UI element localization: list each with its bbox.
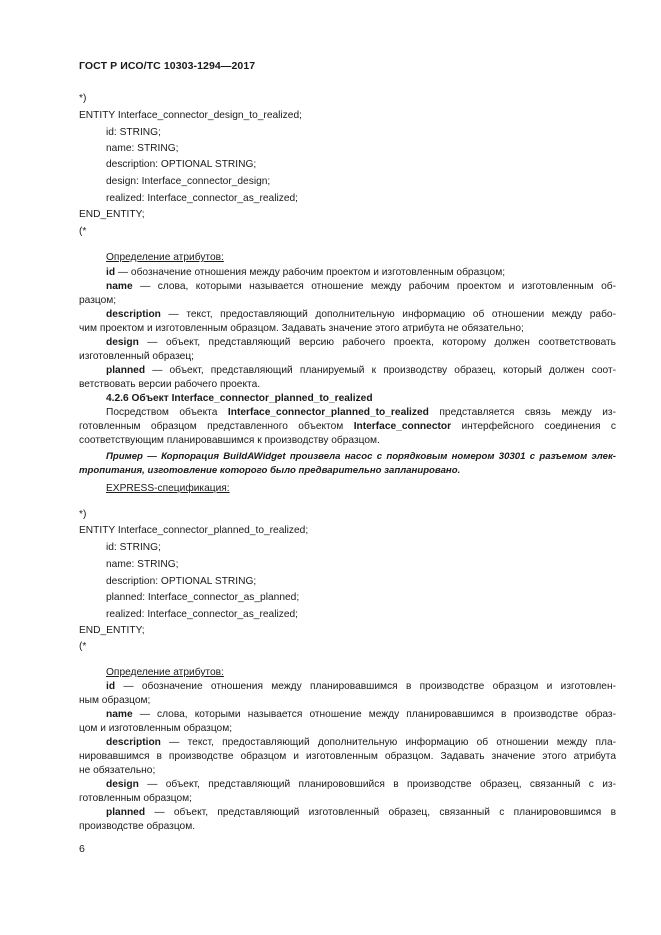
attribute-line: name: STRING; (106, 559, 179, 570)
term: planned (106, 365, 146, 376)
attribute-line: id: STRING; (106, 542, 161, 553)
definitions-heading: Определение атрибутов: (106, 667, 224, 678)
attribute-line: description: OPTIONAL STRING; (106, 159, 257, 170)
term: name (106, 281, 133, 292)
definition-line (106, 308, 616, 321)
definition-text: — объект, представляющий версию рабочего проекта, которому должен соответствовать (138, 337, 616, 348)
attribute-line: description: OPTIONAL STRING; (106, 576, 257, 587)
attribute-line: id: STRING; (106, 127, 161, 138)
definition-line: не обязательно; (79, 765, 156, 776)
term: name (106, 709, 133, 720)
section-heading: 4.2.6 Объект Interface_connector_planned_to_realized (106, 393, 373, 404)
definition-line (106, 364, 616, 377)
paragraph-text: интерфейсного соединения с (451, 421, 616, 432)
definition-line: готовленным образцом; (79, 793, 192, 804)
comment-open: (* (79, 641, 87, 652)
attribute-line: planned: Interface_connector_as_planned; (106, 592, 300, 603)
definition-line: нировавшимся в производстве образцом и изготовленным образцом. Задавать значение этого атрибута (79, 751, 616, 762)
definition-line: изготовленный образец; (79, 351, 195, 362)
term: design (106, 337, 139, 348)
attribute-line: realized: Interface_connector_as_realized; (106, 609, 298, 620)
example-line: Пример — Корпорация BuildAWidget произвела насос с порядковым номером 30301 с разъемом элек- (106, 451, 616, 462)
definitions-heading: Определение атрибутов: (106, 252, 224, 263)
example-line: тропитания, изготовление которого было предварительно запланировано. (79, 465, 461, 476)
definition-line (106, 680, 616, 693)
term: Interface_connector_planned_to_realized (227, 407, 429, 418)
definition-text: — текст, предоставляющий дополнительную информацию об отношении между рабо- (160, 309, 616, 320)
definition-line: разцом; (79, 295, 117, 306)
comment-close: *) (79, 93, 87, 104)
end-entity: END_ENTITY; (79, 625, 145, 636)
attribute-line: design: Interface_connector_design; (106, 176, 271, 187)
definition-line (106, 266, 505, 279)
paragraph-text: готовленным образцом представленного объектом (79, 421, 354, 432)
entity-declaration: ENTITY Interface_connector_planned_to_realized; (79, 525, 309, 536)
term: description (106, 737, 161, 748)
definition-text: — обозначение отношения между планировавшимся в производстве образцом и изготовлен- (115, 681, 616, 692)
definition-line (106, 806, 616, 819)
definition-text: — слова, которыми называется отношение между рабочим проектом и изготовленным об- (132, 281, 616, 292)
comment-close: *) (79, 509, 87, 520)
definition-text: — объект, представляющий изготовленный образец, связанный с планирововшимся в (145, 807, 616, 818)
attribute-line: realized: Interface_connector_as_realized; (106, 193, 298, 204)
express-heading: EXPRESS-спецификация: (106, 483, 230, 494)
page-number: 6 (79, 843, 85, 855)
page-header: ГОСТ Р ИСО/ТС 10303-1294—2017 (79, 60, 256, 72)
definition-text: — объект, представляющий планирововшийся в производстве образец, связанный с из- (138, 779, 616, 790)
paragraph-line: соответствующим планировавшимся к производству образцом. (79, 435, 380, 446)
term: id (106, 267, 116, 278)
term: description (106, 309, 161, 320)
definition-line: производстве образцом. (79, 821, 196, 832)
definition-text: — объект, представляющий планируемый к производству образец, который должен соот- (145, 365, 616, 376)
definition-text: — слова, которыми называется отношение между планировавшимся в производстве образ- (132, 709, 616, 720)
comment-open: (* (79, 226, 87, 237)
paragraph-line (106, 406, 616, 419)
definition-line (106, 778, 616, 791)
term: Interface_connector (353, 421, 452, 432)
end-entity: END_ENTITY; (79, 209, 145, 220)
definition-line (106, 280, 616, 293)
paragraph-line (79, 420, 616, 433)
paragraph-text: Посредством объекта (106, 407, 228, 418)
definition-text: — текст, предоставляющий дополнительную информацию об отношении между пла- (160, 737, 616, 748)
entity-declaration: ENTITY Interface_connector_design_to_realized; (79, 110, 302, 121)
definition-text: — обозначение отношения между рабочим проектом и изготовленным образцом; (115, 267, 506, 278)
definition-line (106, 336, 616, 349)
definition-line: ветствовать версии рабочего проекта. (79, 379, 261, 390)
definition-line (106, 708, 616, 721)
term: id (106, 681, 116, 692)
term: design (106, 779, 139, 790)
definition-line (106, 736, 616, 749)
definition-line: цом и изготовленным образцом; (79, 723, 233, 734)
term: planned (106, 807, 146, 818)
paragraph-text: представляется связь между из- (428, 407, 616, 418)
definition-line: ным образцом; (79, 695, 151, 706)
attribute-line: name: STRING; (106, 143, 179, 154)
definition-line: чим проектом и изготовленным образцом. Задавать значение этого атрибута не обязательно; (79, 323, 524, 334)
